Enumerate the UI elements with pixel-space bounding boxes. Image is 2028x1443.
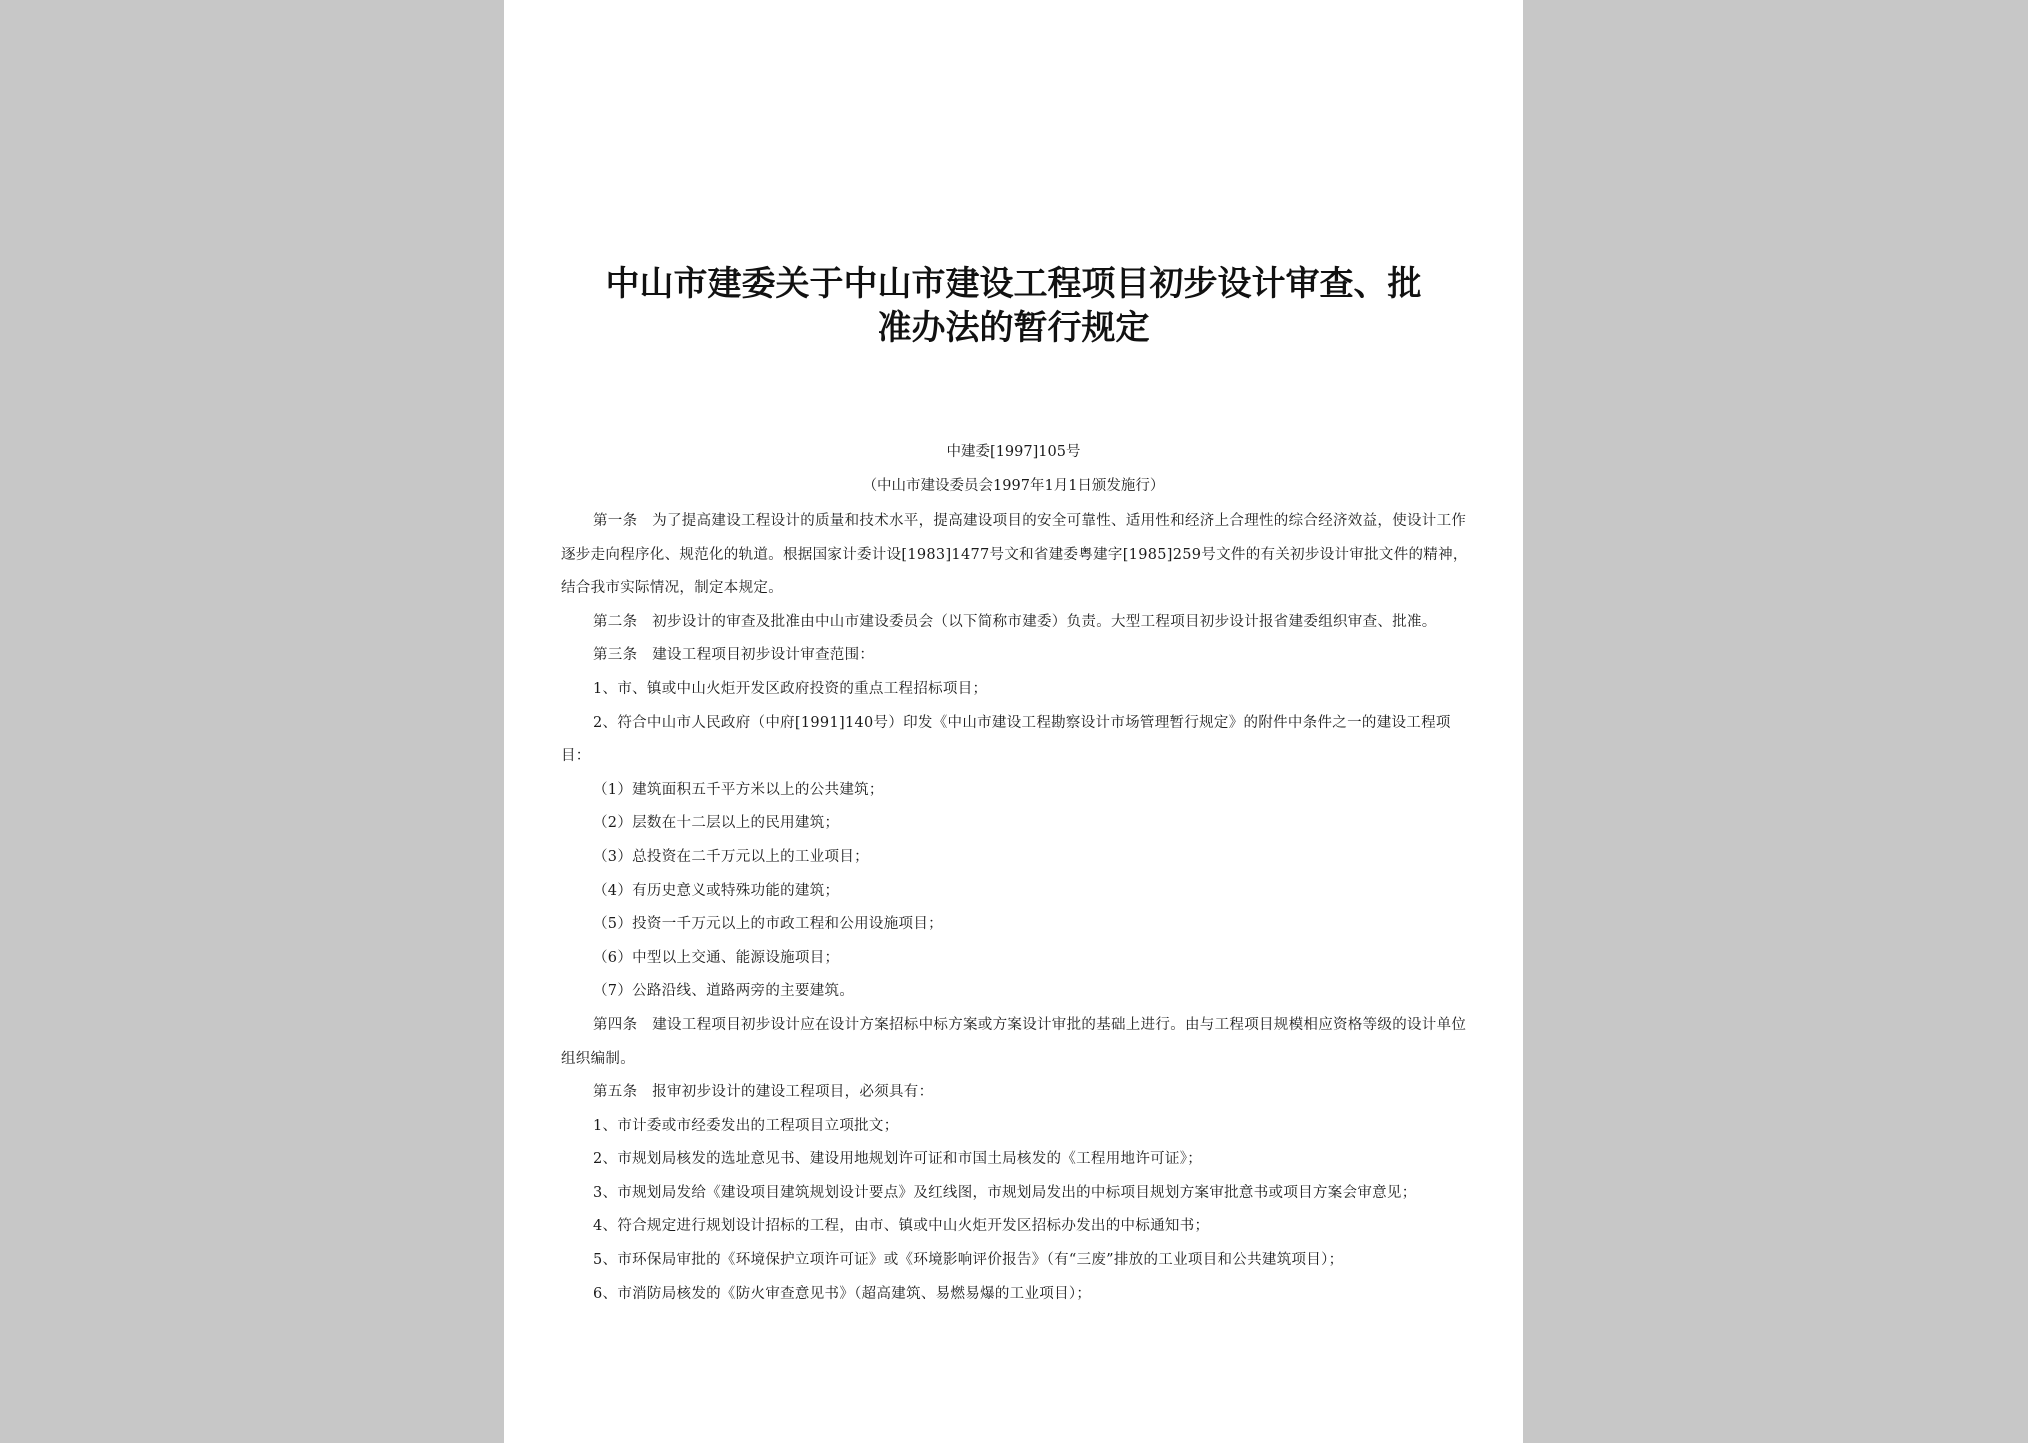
paragraph-requirement-3: 3、市规划局发给《建设项目建筑规划设计要点》及红线图，市规划局发出的中标项目规划方案审批意书或项目方案会审意见； <box>593 1184 1417 1201</box>
list-item: （6）中型以上交通、能源设施项目； <box>593 949 840 966</box>
list-item: （7）公路沿线、道路两旁的主要建筑。 <box>593 983 855 1000</box>
paragraph-article-2: 第二条 初步设计的审查及批准由中山市建设委员会（以下简称市建委）负责。大型工程项目初步设计报省建委组织审查、批准。 <box>593 613 1437 630</box>
document-body <box>561 505 1471 1311</box>
paragraph-scope-2: 2、符合中山市人民政府（中府[1991]140号）印发《中山市建设工程勘察设计市场管理暂行规定》的附件中条件之一的建设工程项目： <box>561 714 1451 765</box>
title-line-2: 准办法的暂行规定 <box>877 308 1150 348</box>
list-item: （5）投资一千万元以上的市政工程和公用设施项目； <box>593 916 943 933</box>
list-item: （2）层数在十二层以上的民用建筑； <box>593 815 840 832</box>
paragraph-requirement-2: 2、市规划局核发的选址意见书、建设用地规划许可证和市国土局核发的《工程用地许可证》； <box>593 1151 1203 1168</box>
paragraph-article-4: 第四条 建设工程项目初步设计应在设计方案招标中标方案或方案设计审批的基础上进行。由与工程项目规模相应资格等级的设计单位组织编制。 <box>561 1016 1467 1067</box>
paragraph-requirement-6: 6、市消防局核发的《防火审查意见书》（超高建筑、易燃易爆的工业项目）； <box>593 1285 1092 1302</box>
issued-by-line: （中山市建设委员会1997年1月1日颁发施行） <box>862 478 1165 494</box>
paragraph-article-1: 第一条 为了提高建设工程设计的质量和技术水平，提高建设项目的安全可靠性、适用性和经济上合理性的综合经济效益，使设计工作逐步走向程序化、规范化的轨道。根据国家计委计设[1983]1477号文和省建委粤建字[1985]259号文件的有关初步设计审批文件的精神，结合我市实际情况，制定本规定。 <box>561 513 1468 597</box>
document-number: 中建委[1997]105号 <box>946 444 1081 460</box>
paragraph-requirement-1: 1、市计委或市经委发出的工程项目立项批文； <box>593 1117 899 1134</box>
paragraph-requirement-5: 5、市环保局审批的《环境保护立项许可证》或《环境影响评价报告》（有“三废”排放的工业项目和公共建筑项目）； <box>593 1252 1344 1269</box>
paragraph-article-3: 第三条 建设工程项目初步设计审查范围： <box>593 647 875 664</box>
title-line-1: 中山市建委关于中山市建设工程项目初步设计审查、批 <box>605 264 1422 304</box>
list-item: （3）总投资在二千万元以上的工业项目； <box>593 848 869 865</box>
paragraph-article-5: 第五条 报审初步设计的建设工程项目，必须具有： <box>593 1084 934 1101</box>
document-title <box>504 262 1523 350</box>
document-page <box>504 0 1523 1443</box>
paragraph-requirement-4: 4、符合规定进行规划设计招标的工程，由市、镇或中山火炬开发区招标办发出的中标通知书； <box>593 1218 1210 1235</box>
list-item: （4）有历史意义或特殊功能的建筑； <box>593 882 840 899</box>
paragraph-scope-1: 1、市、镇或中山火炬开发区政府投资的重点工程招标项目； <box>593 680 988 697</box>
list-item: （1）建筑面积五千平方米以上的公共建筑； <box>593 781 884 798</box>
